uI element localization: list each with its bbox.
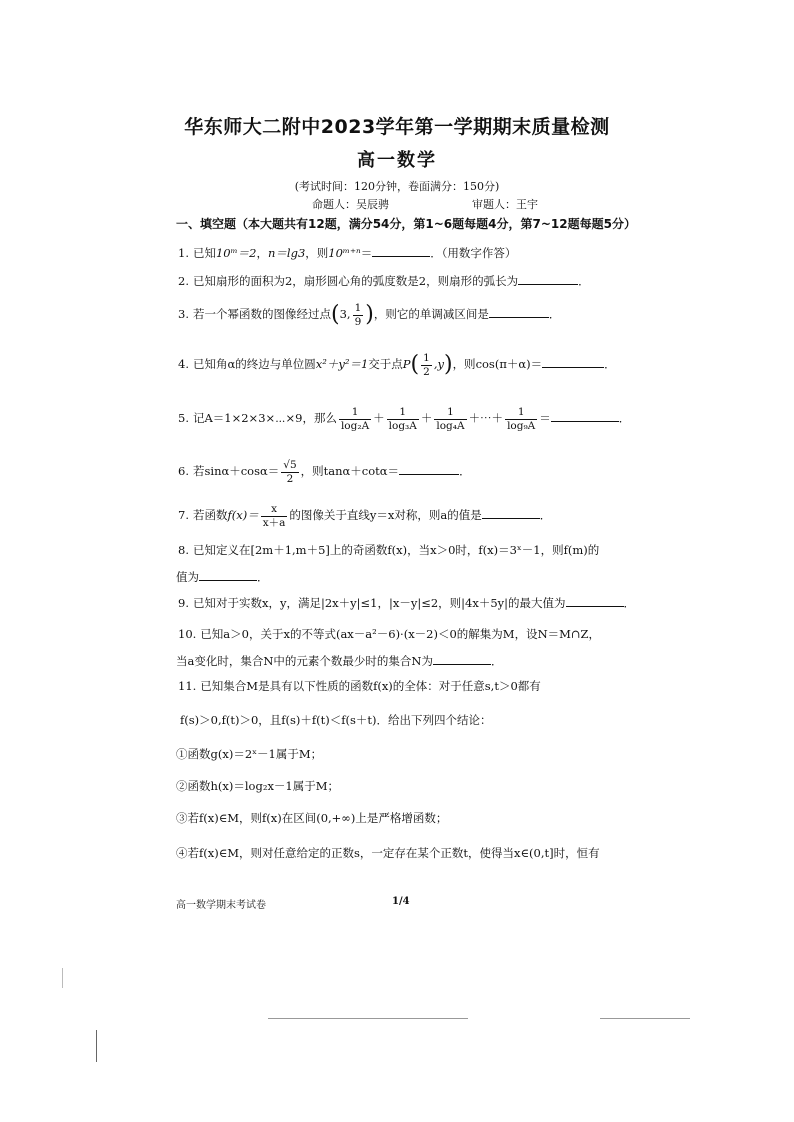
section-heading: 一、填空题（本大题共有12题，满分54分，第1~6题每题4分，第7~12题每题5分） (176, 217, 636, 231)
q-text: ，则 (452, 357, 476, 371)
q-text: ．（用数字作答） (430, 246, 517, 260)
answer-blank[interactable] (372, 244, 430, 257)
q-text: 已知角α的终边与单位圆 (192, 357, 316, 371)
q-number: 10. (178, 627, 197, 641)
fraction: $\frac{1}{2}$ (423, 351, 430, 378)
answer-blank[interactable] (542, 355, 604, 368)
question-5: 5. 记A＝1×2×3×⋯×9，那么 $\frac{1}{\text{log₂A}}$ ＋ $\frac{1}{\text{log₃A}}$ ＋ $\frac{1}{\text{log₄A}}$ ＋⋯＋ $\frac{1}{\text{log₉A}}$ ＝ ． (178, 405, 631, 432)
q-text: 若一个幂函数的图像经过点 (192, 307, 331, 321)
question-8-line2 (176, 568, 269, 585)
q-number: 7. (178, 508, 189, 522)
q-number: 3. (178, 307, 189, 321)
math: cos(π＋α)＝ (475, 357, 543, 371)
fraction: $\frac{1}{\text{log₂A}}$ (340, 405, 370, 432)
q-number: 6. (178, 464, 189, 478)
question-4: 4. 已知角α的终边与单位圆x²＋y²＝1交于点P( $\frac{1}{2}$ ,y)，则cos(π＋α)＝ ． (178, 351, 616, 378)
q-text: ，则它的单调减区间是 (373, 307, 489, 321)
q-number: 8. (178, 543, 189, 557)
scan-artifact-mark (62, 968, 63, 988)
answer-blank[interactable] (482, 506, 540, 519)
q-text: ． (548, 307, 561, 321)
q-text: 已知定义在[2m＋1,m＋5]上的奇函数f(x)，当x＞0时，f(x)＝3ˣ－1，则f(m)的 (192, 543, 600, 557)
author: 命题人：吴辰骋 (312, 198, 389, 211)
q-text: 值为 (176, 570, 199, 584)
question-11-item1: ①函数g(x)＝2ˣ－1属于M； (176, 747, 323, 761)
q-number: 9. (178, 596, 189, 610)
question-10-line2 (176, 652, 502, 669)
q-text: ． (623, 596, 636, 610)
fraction: $\frac{1}{\text{log₄A}}$ (436, 405, 465, 432)
q-text: 已知对于实数x，y，满足|2x＋y|≤1，|x－y|≤2，则|4x＋5y|的最大值为 (192, 596, 566, 610)
q-text: ． (257, 570, 269, 584)
question-9 (178, 594, 635, 611)
page-number: 1/4 (392, 896, 410, 907)
question-11 (178, 678, 541, 694)
scan-artifact-line (268, 1018, 468, 1019)
q-text: 已知集合M是具有以下性质的函数f(x)的全体：对于任意s,t＞0都有 (200, 679, 541, 693)
answer-blank[interactable] (566, 594, 624, 607)
answer-blank[interactable] (399, 462, 459, 475)
q-text: ． (490, 654, 503, 668)
question-1 (178, 244, 516, 261)
q-text: ． (618, 411, 631, 425)
fraction: $\frac{√5}{2}$ (283, 458, 297, 485)
fraction: $\frac{1}{\text{log₃A}}$ (388, 405, 417, 432)
math: 3, (339, 307, 351, 321)
exam-title: 华东师大二附中2023学年第一学期期末质量检测 (184, 116, 610, 138)
question-2 (178, 272, 590, 289)
q-text: 当a变化时，集合N中的元素个数最少时的集合N为 (176, 654, 433, 668)
q-text: ． (604, 357, 616, 371)
math: 10ᵐ＝2 (215, 246, 257, 260)
question-3: 3. 若一个幂函数的图像经过点(3, $\frac{1}{9}$ )，则它的单调减区间是 ． (178, 301, 561, 328)
math: 10ᵐ⁺ⁿ (328, 246, 361, 260)
scan-artifact-mark (96, 1030, 97, 1062)
answer-blank[interactable] (551, 409, 619, 422)
answer-blank[interactable] (518, 272, 578, 285)
q-text: 已知a＞0，关于x的不等式(ax－a²－6)·(x－2)＜0的解集为M，设N＝M∩Z， (200, 627, 601, 641)
question-11-item2: ②函数h(x)＝log₂x－1属于M； (176, 779, 340, 793)
question-11-line2: f(s)＞0,f(t)＞0，且f(s)＋f(t)＜f(s＋t)．给出下列四个结论： (180, 713, 492, 727)
fraction: $\frac{1}{\text{log₉A}}$ (507, 405, 536, 432)
answer-blank[interactable] (199, 568, 257, 581)
math: f(x)＝ (227, 508, 259, 522)
math: x²＋y²＝1 (315, 357, 369, 371)
answer-blank[interactable] (489, 305, 549, 318)
q-number: 2. (178, 274, 189, 288)
q-text: ＝ (360, 246, 373, 260)
q-number: 5. (178, 411, 189, 425)
question-11-item4: ④若f(x)∈M，则对任意给定的正数s，一定存在某个正数t，使得当x∈(0,t]时，恒有 (176, 846, 600, 860)
q-text: ， (256, 246, 268, 260)
q-text: ，则tanα＋cotα＝ (300, 464, 400, 478)
q-text: 已知 (192, 246, 216, 260)
question-7 (178, 500, 551, 530)
q-number: 11. (178, 679, 197, 693)
exam-info: (考试时间：120分钟，卷面满分：150分) (294, 180, 500, 193)
math: ,y (433, 357, 444, 371)
q-number: 4. (178, 357, 189, 371)
q-text: 已知扇形的面积为2，扇形圆心角的弧度数是2，则扇形的弧长为 (192, 274, 519, 288)
q-text: 若sinα＋cosα＝ (192, 464, 280, 478)
answer-blank[interactable] (433, 652, 491, 665)
question-6 (178, 456, 471, 486)
q-text: ． (459, 464, 471, 478)
question-10 (178, 626, 600, 642)
math: n＝lg3 (268, 246, 306, 260)
math: P (402, 357, 411, 371)
q-text: ，则 (305, 246, 329, 260)
q-number: 1. (178, 246, 189, 260)
q-text: ． (539, 508, 552, 522)
q-text: ． (578, 274, 590, 288)
question-11-item3: ③若f(x)∈M，则f(x)在区间(0,+∞)上是严格增函数； (176, 811, 448, 825)
q-text: 的图像关于直线y＝x对称，则a的值是 (289, 508, 482, 522)
q-text: 交于点 (368, 357, 403, 371)
fraction: $\frac{x}{x+a}$ (262, 502, 286, 529)
footer-title: 高一数学期末考试卷 (176, 900, 266, 911)
scan-artifact-line (600, 1018, 690, 1019)
question-8 (178, 542, 599, 558)
q-text: 若函数 (192, 508, 228, 522)
q-text: 记A＝1×2×3×⋯×9，那么 (192, 411, 337, 425)
reviewer: 审题人：王宇 (472, 198, 538, 211)
subject-title: 高一数学 (357, 150, 437, 171)
fraction: $\frac{1}{9}$ (354, 301, 362, 328)
